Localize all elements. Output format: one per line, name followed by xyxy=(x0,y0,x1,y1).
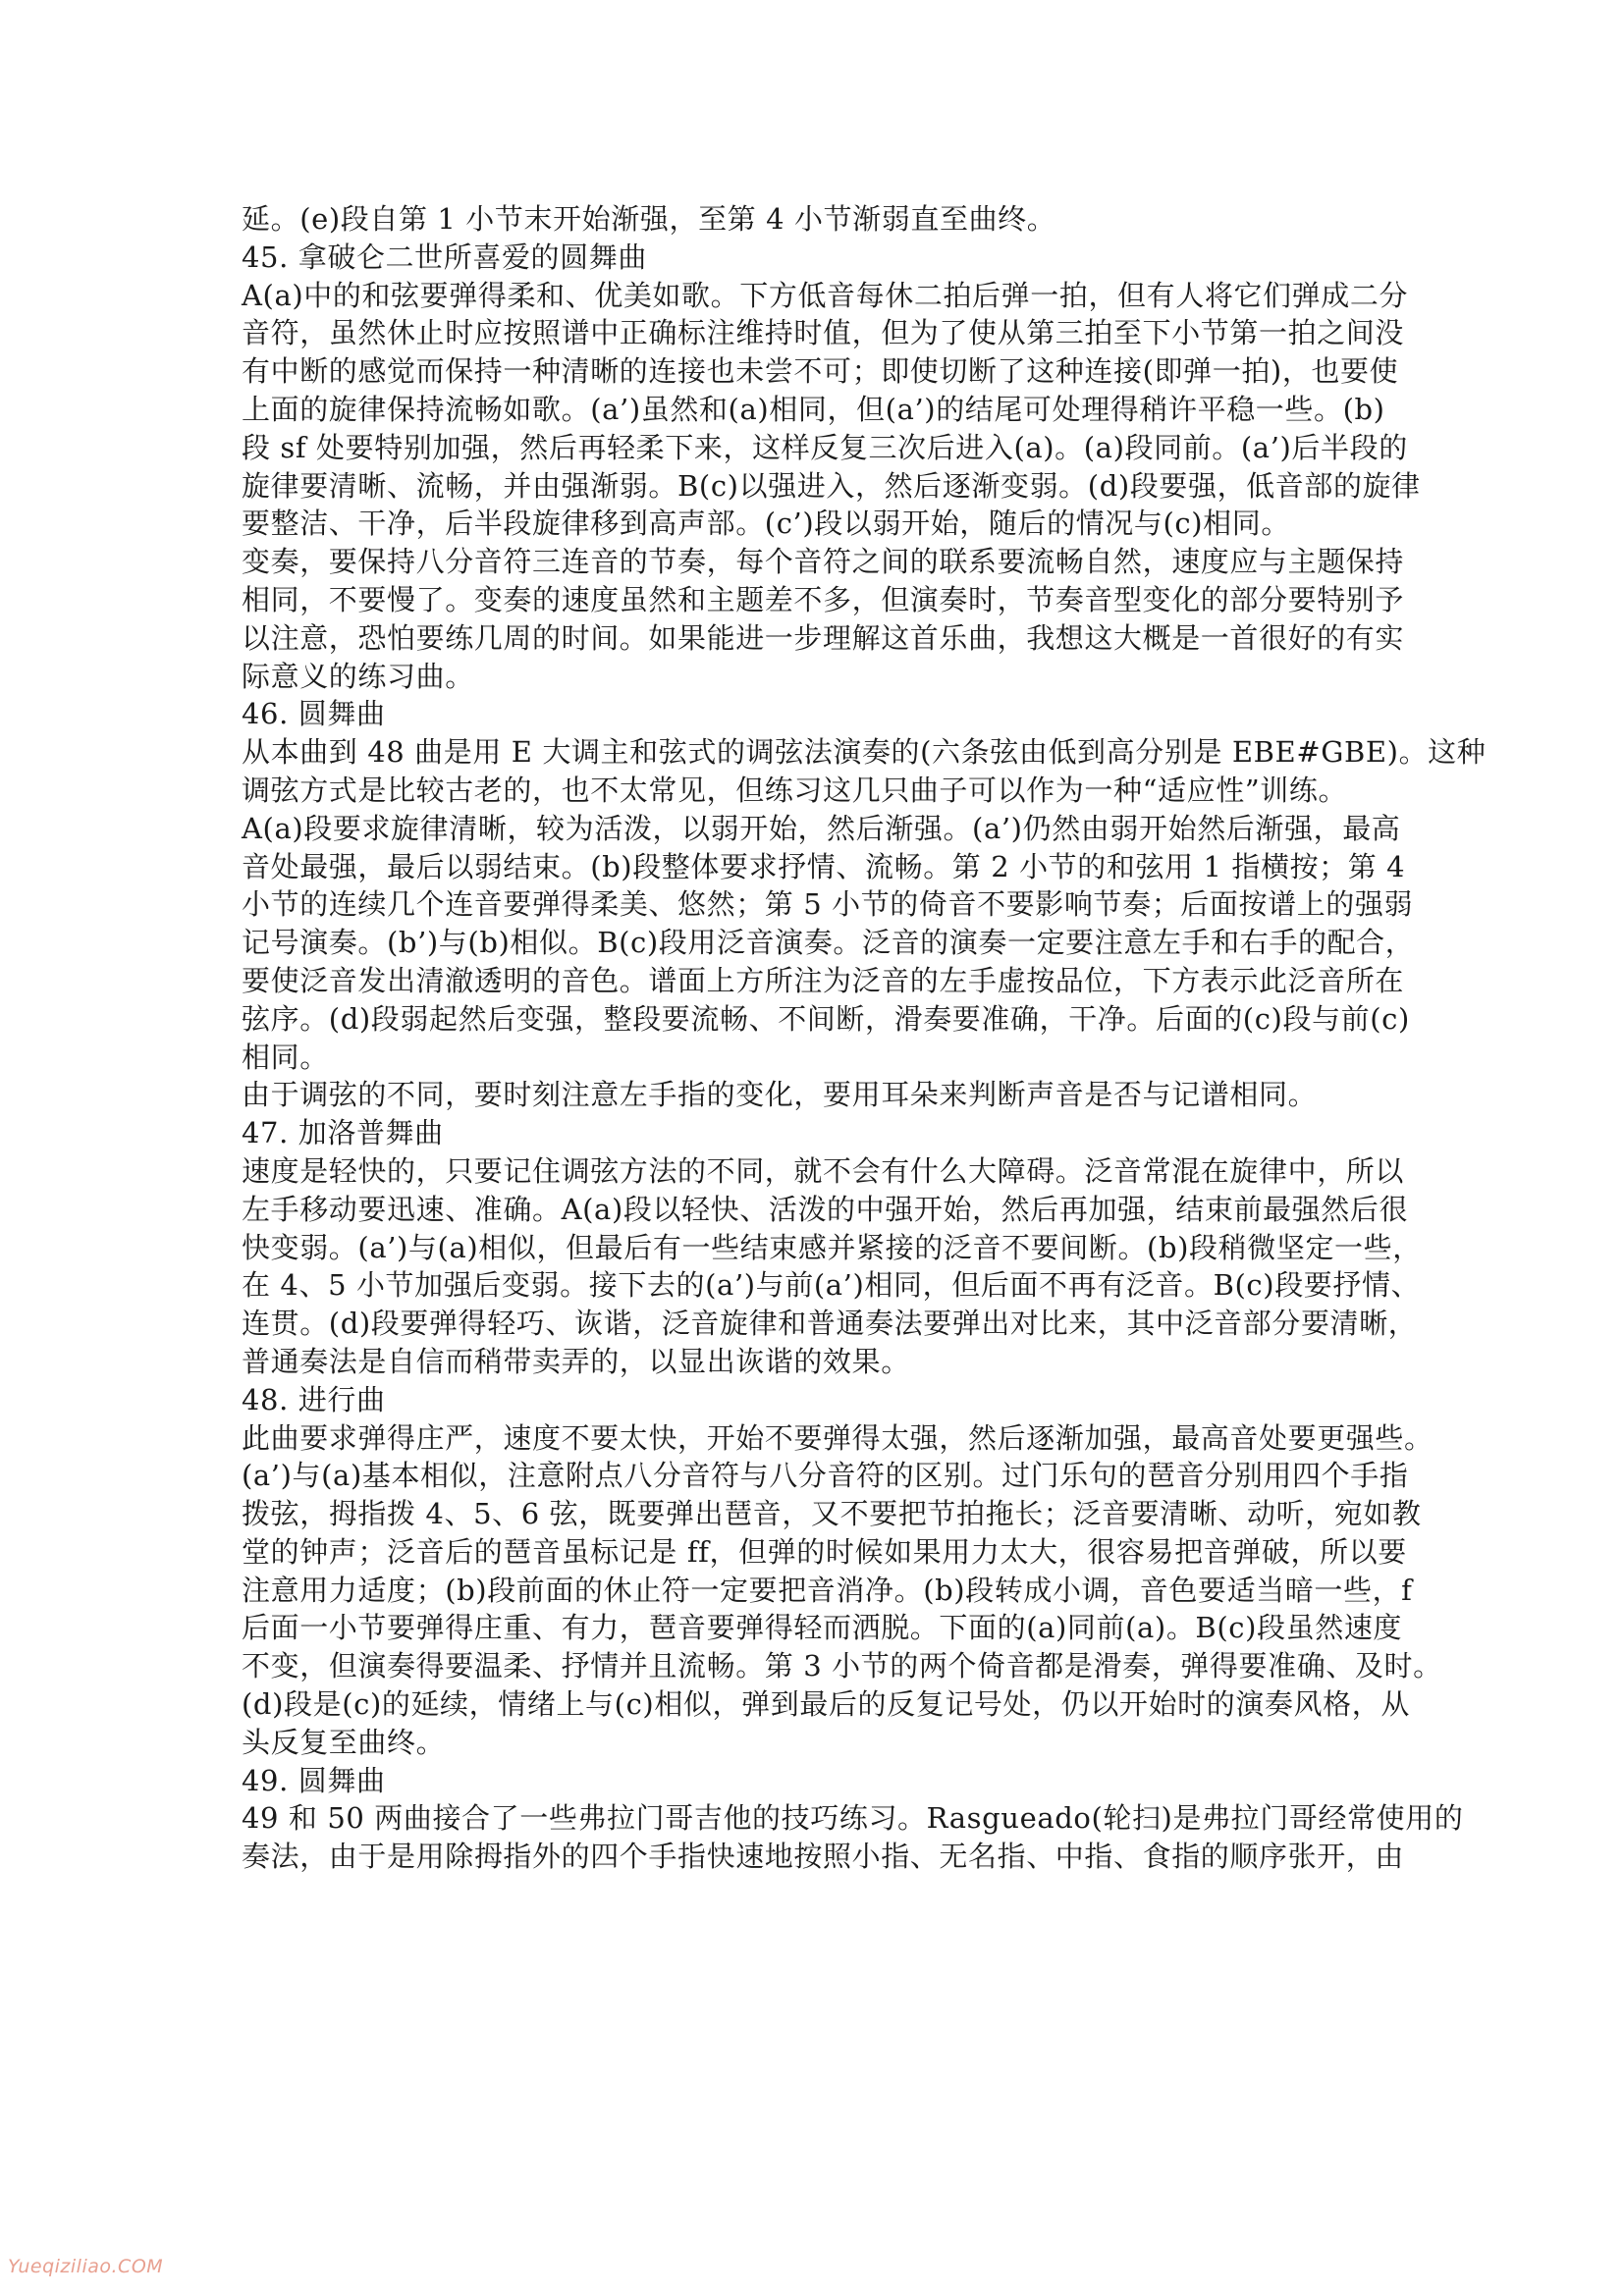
text-line: 普通奏法是自信而稍带卖弄的，以显出诙谐的效果。 xyxy=(242,1344,910,1378)
text-line: 际意义的练习曲。 xyxy=(242,659,474,693)
text-line: 注意用力适度；(b)段前面的休止符一定要把音消净。(b)段转成小调，音色要适当暗一些，f xyxy=(242,1573,1413,1607)
text-line: 速度是轻快的，只要记住调弦方法的不同，就不会有什么大障碍。泛音常混在旋律中，所以 xyxy=(242,1153,1405,1188)
text-line: 音处最强，最后以弱结束。(b)段整体要求抒情、流畅。第 2 小节的和弦用 1 指横按；第 4 xyxy=(242,849,1406,883)
text-line: A(a)段要求旋律清晰，较为活泼，以弱开始，然后渐强。(a’)仍然由弱开始然后渐强，最高 xyxy=(242,811,1401,845)
text-line: 左手移动要迅速、准确。A(a)段以轻快、活泼的中强开始，然后再加强，结束前最强然后很 xyxy=(242,1192,1409,1226)
text-line: 变奏，要保持八分音符三连音的节奏，每个音符之间的联系要流畅自然，速度应与主题保持 xyxy=(242,545,1405,579)
text-line: A(a)中的和弦要弹得柔和、优美如歌。下方低音每休二拍后弹一拍，但有人将它们弹成二分 xyxy=(242,278,1409,312)
text-line: 奏法，由于是用除拇指外的四个手指快速地按照小指、无名指、中指、食指的顺序张开，由 xyxy=(242,1840,1405,1874)
text-line: (a’)与(a)基本相似，注意附点八分音符与八分音符的区别。过门乐句的琶音分别用四个手指 xyxy=(242,1459,1409,1493)
text-line: 旋律要清晰、流畅，并由强渐弱。B(c)以强进入，然后逐渐变弱。(d)段要强，低音部的旋律 xyxy=(242,468,1421,503)
text-line: 记号演奏。(b’)与(b)相似。B(c)段用泛音演奏。泛音的演奏一定要注意左手和右手的配合， xyxy=(242,926,1415,960)
text-line: 小节的连续几个连音要弹得柔美、悠然；第 5 小节的倚音不要影响节奏；后面按谱上的强弱 xyxy=(242,887,1414,922)
section-heading-49: 49. 圆舞曲 xyxy=(242,1763,386,1797)
text-line: 头反复至曲终。 xyxy=(242,1725,446,1759)
text-line: 延。(e)段自第 1 小节末开始渐强，至第 4 小节渐弱直至曲终。 xyxy=(242,202,1056,236)
text-line: 调弦方式是比较古老的，也不太常见，但练习这几只曲子可以作为一种“适应性”训练。 xyxy=(242,773,1348,807)
text-line: 段 sf 处要特别加强，然后再轻柔下来，这样反复三次后进入(a)。(a)段同前。(a’)后半段的 xyxy=(242,430,1408,464)
text-line: 不变，但演奏得要温柔、抒情并且流畅。第 3 小节的两个倚音都是滑奏，弹得要准确、及时。 xyxy=(242,1649,1442,1683)
text-line: 连贯。(d)段要弹得轻巧、诙谐，泛音旋律和普通奏法要弹出对比来，其中泛音部分要清晰， xyxy=(242,1307,1418,1341)
site-watermark: Yueqiziliao.COM xyxy=(8,2256,164,2277)
text-line: 要使泛音发出清澈透明的音色。谱面上方所注为泛音的左手虚按品位，下方表示此泛音所在 xyxy=(242,963,1405,997)
text-line: 有中断的感觉而保持一种清晰的连接也未尝不可；即使切断了这种连接(即弹一拍)，也要使 xyxy=(242,354,1399,389)
section-heading-48: 48. 进行曲 xyxy=(242,1382,386,1416)
text-line: 要整洁、干净，后半段旋律移到高声部。(c’)段以弱开始，随后的情况与(c)相同。 xyxy=(242,507,1290,541)
text-line: 相同，不要慢了。变奏的速度虽然和主题差不多，但演奏时，节奏音型变化的部分要特别予 xyxy=(242,582,1405,616)
section-heading-45: 45. 拿破仑二世所喜爱的圆舞曲 xyxy=(242,240,647,274)
section-heading-47: 47. 加洛普舞曲 xyxy=(242,1116,444,1150)
text-line: 此曲要求弹得庄严，速度不要太快，开始不要弹得太强，然后逐渐加强，最高音处要更强些。 xyxy=(242,1420,1434,1455)
text-line: (d)段是(c)的延续，情绪上与(c)相似，弹到最后的反复记号处，仍以开始时的演奏风格，从 xyxy=(242,1687,1410,1722)
text-line: 以注意，恐怕要练几周的时间。如果能进一步理解这首乐曲，我想这大概是一首很好的有实 xyxy=(242,620,1405,655)
text-line: 在 4、5 小节加强后变弱。接下去的(a’)与前(a’)相同，但后面不再有泛音。B(c)段要抒情、 xyxy=(242,1268,1421,1303)
text-line: 弦序。(d)段弱起然后变强，整段要流畅、不间断，滑奏要准确，干净。后面的(c)段与前(c) xyxy=(242,1001,1410,1036)
section-heading-46: 46. 圆舞曲 xyxy=(242,697,386,731)
text-line: 音符，虽然休止时应按照谱中正确标注维持时值，但为了使从第三拍至下小节第一拍之间没 xyxy=(242,316,1405,350)
text-line: 从本曲到 48 曲是用 E 大调主和弦式的调弦法演奏的(六条弦由低到高分别是 EBE#GBE)。这种 xyxy=(242,735,1487,770)
text-line: 上面的旋律保持流畅如歌。(a’)虽然和(a)相同，但(a’)的结尾可处理得稍许平稳一些。(b) xyxy=(242,392,1385,426)
document-body xyxy=(242,200,1487,1876)
text-line: 49 和 50 两曲接合了一些弗拉门哥吉他的技巧练习。Rasgueado(轮扫)是弗拉门哥经常使用的 xyxy=(242,1801,1464,1836)
text-line: 后面一小节要弹得庄重、有力，琶音要弹得轻而洒脱。下面的(a)同前(a)。B(c)段虽然速度 xyxy=(242,1611,1403,1645)
text-line: 由于调弦的不同，要时刻注意左手指的变化，要用耳朵来判断声音是否与记谱相同。 xyxy=(242,1078,1318,1112)
text-line: 快变弱。(a’)与(a)相似，但最后有一些结束感并紧接的泛音不要间断。(b)段稍微坚定一些， xyxy=(242,1230,1422,1264)
text-line: 拨弦，拇指拨 4、5、6 弦，既要弹出琶音，又不要把节拍拖长；泛音要清晰、动听，宛如教 xyxy=(242,1497,1422,1531)
text-line: 堂的钟声；泛音后的琶音虽标记是 ff，但弹的时候如果用力太大，很容易把音弹破，所以要 xyxy=(242,1534,1407,1569)
text-line: 相同。 xyxy=(242,1040,329,1074)
